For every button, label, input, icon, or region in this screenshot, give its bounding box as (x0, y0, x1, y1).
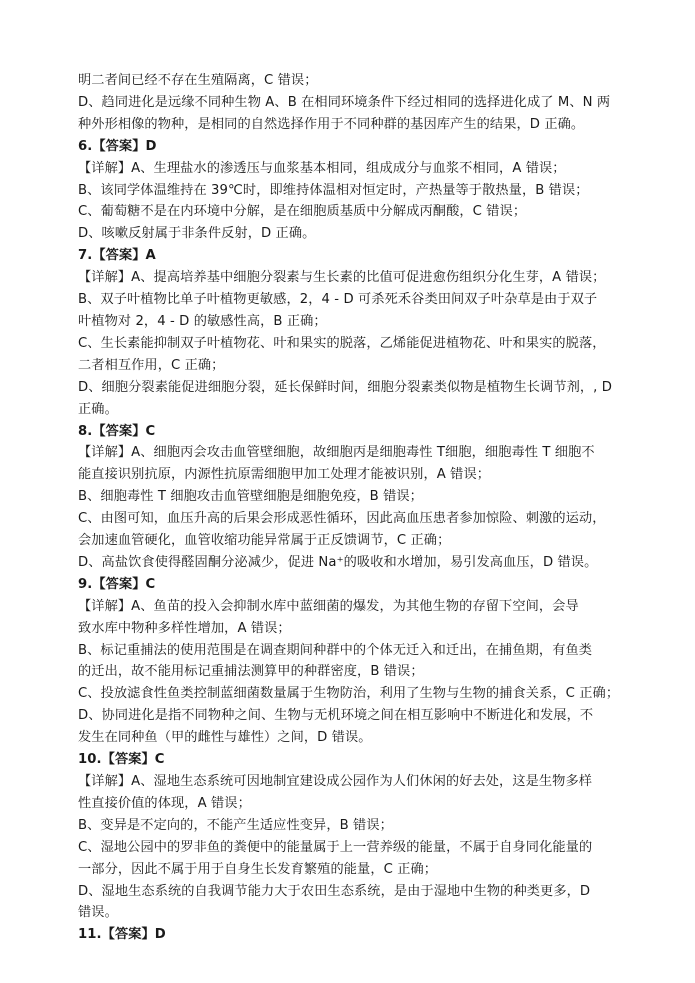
text-line: D、趋同进化是远缘不同种生物 A、B 在相同环境条件下经过相同的选择进化成了 M、N 两 (78, 94, 611, 110)
text-line: C、由图可知，血压升高的后果会形成恶性循环，因此高血压患者参加惊险、刺激的运动， (78, 511, 606, 527)
text-line: 种外形相像的物种，是相同的自然选择作用于不同种群的基因库产生的结果，D 正确。 (78, 116, 585, 132)
text-line: B、双子叶植物比单子叶植物更敏感，2，4 - D 可杀死禾谷类田间双子叶杂草是由于双子 (78, 292, 598, 308)
text-line: 致水库中物种多样性增加，A 错误； (78, 620, 291, 636)
text-line: 叶植物对 2，4 - D 的敏感性高，B 正确； (78, 313, 327, 329)
text-line: D、高盐饮食使得醛固酮分泌减少，促进 Na⁺的吸收和水增加，易引发高血压，D 错误。 (78, 554, 598, 570)
answer-heading-6: 6.【答案】D (78, 138, 157, 154)
text-line: C、湿地公园中的罗非鱼的粪便中的能量属于上一营养级的能量，不属于自身同化能量的 (78, 839, 593, 855)
answer-explanation-document (78, 70, 643, 946)
text-line: C、投放滤食性鱼类控制蓝细菌数量属于生物防治，利用了生物与生物的捕食关系，C 正确； (78, 686, 620, 702)
text-line: D、协同进化是指不同物种之间、生物与无机环境之间在相互影响中不断进化和发展，不 (78, 708, 594, 724)
text-line: 【详解】A、生理盐水的渗透压与血浆基本相同，组成成分与血浆不相同，A 错误； (78, 160, 566, 176)
answer-heading-11: 11.【答案】D (78, 927, 166, 943)
text-line: 的迁出，故不能用标记重捕法测算甲的种群密度，B 错误； (78, 664, 424, 680)
text-line: 【详解】A、湿地生态系统可因地制宜建设成公园作为人们休闲的好去处，这是生物多样 (78, 774, 593, 789)
text-line: 【详解】A、提高培养基中细胞分裂素与生长素的比值可促进愈伤组织分化生芽，A 错误； (78, 270, 606, 286)
text-line: B、该同学体温维持在 39℃时，即维持体温相对恒定时，产热量等于散热量，B 错误； (78, 182, 589, 198)
text-line: 明二者间已经不存在生殖隔离，C 错误； (78, 73, 318, 88)
text-line: C、葡萄糖不是在内环境中分解，是在细胞质基质中分解成丙酮酸，C 错误； (78, 204, 527, 220)
text-line: 二者相互作用，C 正确； (78, 357, 225, 373)
text-line: 性直接价值的体现，A 错误； (78, 795, 251, 811)
answer-heading-7: 7.【答案】A (78, 248, 156, 264)
text-line: 发生在同种鱼（甲的雌性与雄性）之间，D 错误。 (78, 730, 372, 746)
answer-heading-8: 8.【答案】C (78, 423, 156, 439)
text-line: B、标记重捕法的使用范围是在调查期间种群中的个体无迁入和迁出，在捕鱼期，有鱼类 (78, 642, 593, 658)
text-line: 能直接识别抗原，内源性抗原需细胞甲加工处理才能被识别，A 错误； (78, 467, 491, 483)
text-line: 错误。 (78, 905, 118, 921)
answer-heading-10: 10.【答案】C (78, 752, 165, 768)
text-line: D、咳嗽反射属于非条件反射，D 正确。 (78, 226, 316, 242)
text-line: 会加速血管硬化，血管收缩功能异常属于正反馈调节，C 正确； (78, 533, 451, 549)
text-line: B、细胞毒性 T 细胞攻击血管壁细胞是细胞免疫，B 错误； (78, 489, 423, 505)
answer-heading-9: 9.【答案】C (78, 576, 156, 592)
text-line: B、变异是不定向的，不能产生适应性变异，B 错误； (78, 817, 393, 833)
text-line: C、生长素能抑制双子叶植物花、叶和果实的脱落，乙烯能促进植物花、叶和果实的脱落， (78, 335, 606, 351)
text-line: 【详解】A、鱼苗的投入会抑制水库中蓝细菌的爆发，为其他生物的存留下空间，会导 (78, 598, 579, 614)
text-line: 【详解】A、细胞丙会攻击血管壁细胞，故细胞丙是细胞毒性 T细胞，细胞毒性 T 细胞不 (78, 445, 595, 461)
text-line: 一部分，因此不属于用于自身生长发育繁殖的能量，C 正确； (78, 861, 438, 877)
text-line: 正确。 (78, 401, 118, 417)
text-line: D、细胞分裂素能促进细胞分裂，延长保鲜时间，细胞分裂素类似物是植物生长调节剂，, D (78, 379, 613, 395)
text-line: D、湿地生态系统的自我调节能力大于农田生态系统，是由于湿地中生物的种类更多，D (78, 883, 591, 899)
